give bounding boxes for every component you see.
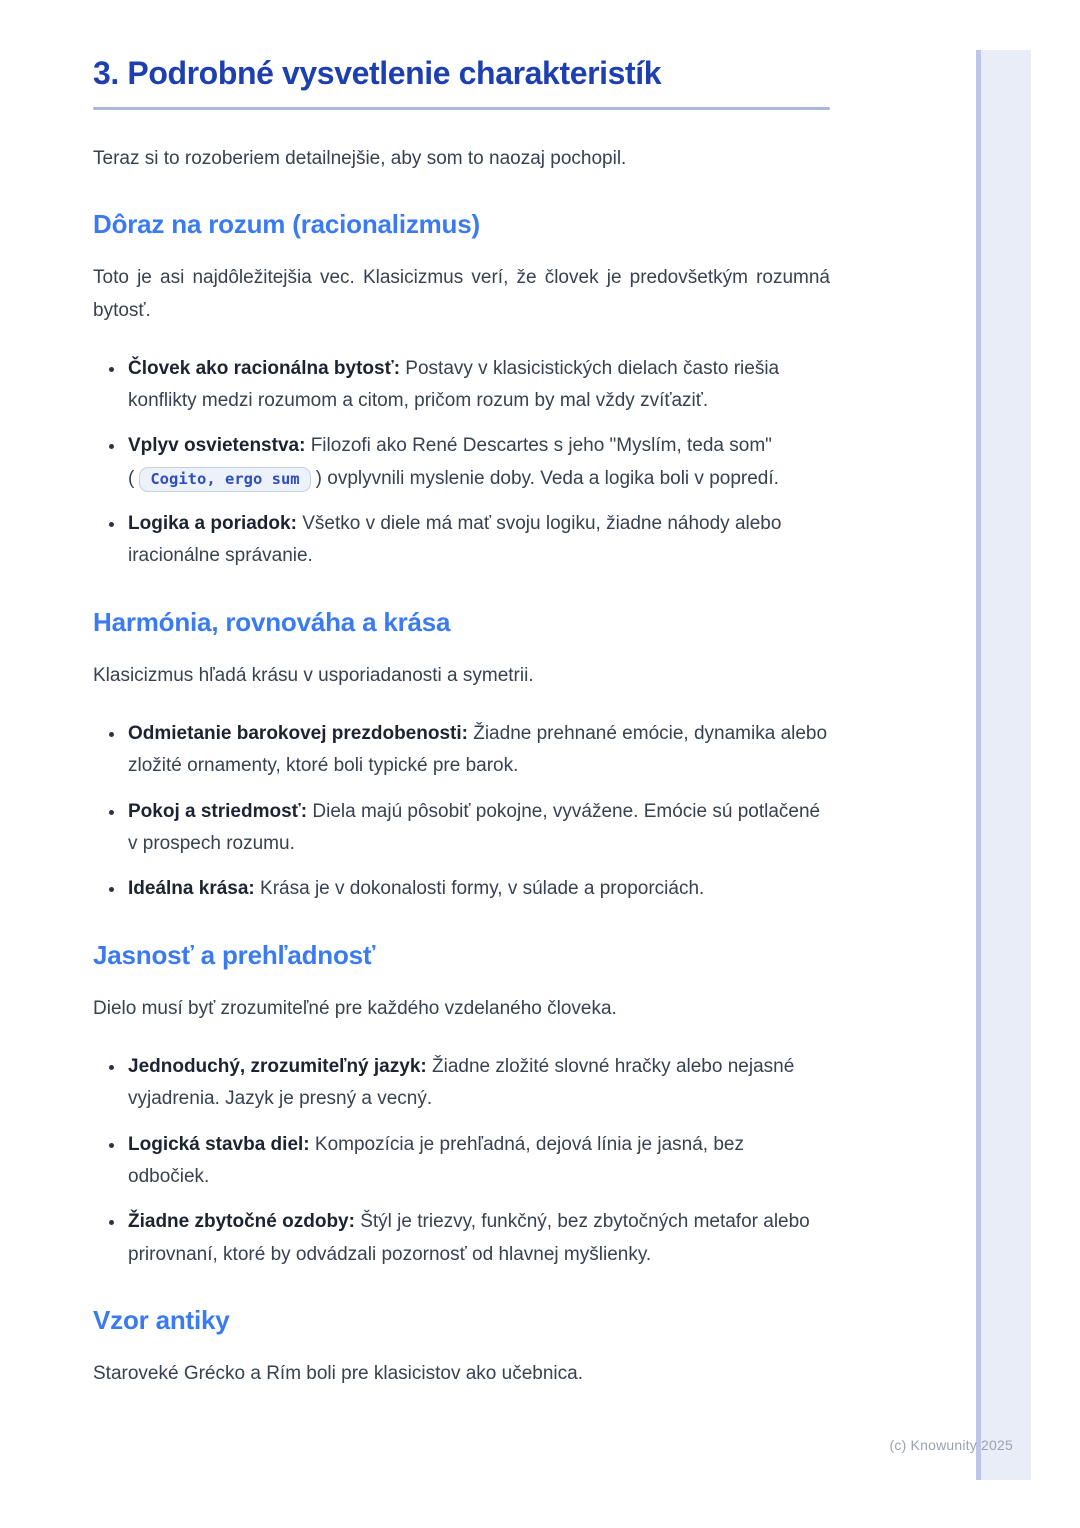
section-jasnost xyxy=(93,940,830,1271)
page-title: 3. Podrobné vysvetlenie charakteristík xyxy=(93,55,662,91)
bullet-text: Diela majú pôsobiť pokojne, vyvážene. Emócie sú potlačené v prospech rozumu. xyxy=(128,800,821,855)
bullet-item xyxy=(125,353,830,418)
bullet-item xyxy=(125,430,830,495)
bullet-term: Ideálna krása: xyxy=(128,878,255,900)
note-content xyxy=(93,0,830,1390)
bullet-term: Odmietanie barokovej prezdobenosti: xyxy=(128,723,468,745)
bullet-item xyxy=(125,508,830,573)
bullet-text: Filozofi ako René Descartes s jeho "Myslím, teda som" ( xyxy=(128,435,772,489)
bullet-text: ) ovplyvnili myslenie doby. Veda a logika boli v popredí. xyxy=(315,467,779,489)
bullet-term: Logická stavba diel: xyxy=(128,1133,310,1155)
section-heading-jasnost: Jasnosť a prehľadnosť xyxy=(93,939,376,970)
bullet-text: Kompozícia je prehľadná, dejová línia je jasná, bez odbočiek. xyxy=(128,1133,744,1187)
section-heading-racionalizmus: Dôraz na rozum (racionalizmus) xyxy=(93,209,480,240)
bullet-list xyxy=(93,353,830,573)
bullet-term: Logika a poriadok: xyxy=(128,513,297,535)
bullet-text: Štýl je triezvy, funkčný, bez zbytočných metafor alebo prirovnaní, ktoré by odvádzali pozornosť od hlavnej myšlienky. xyxy=(128,1211,810,1265)
bullet-text: Postavy v klasicistických dielach často riešia konflikty medzi rozumom a citom, pričom rozum by mal vždy zvíťaziť. xyxy=(128,357,780,412)
bullet-item xyxy=(125,1206,830,1271)
bullet-term: Žiadne zbytočné ozdoby: xyxy=(128,1211,355,1233)
bullet-list xyxy=(93,718,830,905)
bullet-text: Žiadne zložité slovné hračky alebo nejasné vyjadrenia. Jazyk je presný a vecný. xyxy=(128,1056,795,1110)
intro-paragraph: Teraz si to rozoberiem detailnejšie, aby som to naozaj pochopil. xyxy=(93,147,627,169)
bullet-item xyxy=(125,873,830,905)
bullet-item xyxy=(125,796,830,861)
bullet-text: Krása je v dokonalosti formy, v súlade a proporciách. xyxy=(254,878,705,900)
section-heading-vzor-antiky: Vzor antiky xyxy=(93,1304,230,1335)
title-underline xyxy=(93,107,830,110)
section-lead: Dielo musí byť zrozumiteľné pre každého vzdelaného človeka. xyxy=(93,997,617,1019)
bullet-list xyxy=(93,1051,830,1271)
bullet-text: Žiadne prehnané emócie, dynamika alebo zložité ornamenty, ktoré boli typické pre barok. xyxy=(128,723,828,777)
bullet-item xyxy=(125,1051,830,1116)
bullet-term: Vplyv osvietenstva: xyxy=(128,435,306,457)
bullet-term: Človek ako racionálna bytosť: xyxy=(128,357,401,379)
section-lead: Staroveké Grécko a Rím boli pre klasicistov ako učebnica. xyxy=(93,1363,583,1385)
bullet-item xyxy=(125,718,830,783)
section-vzor-antiky xyxy=(93,1305,830,1390)
bullet-term: Jednoduchý, zrozumiteľný jazyk: xyxy=(128,1056,427,1078)
section-harmonia xyxy=(93,607,830,906)
page-edge-strip xyxy=(976,50,1031,1480)
bullet-text: Všetko v diele má mať svoju logiku, žiadne náhody alebo iracionálne správanie. xyxy=(128,513,782,567)
section-lead: Toto je asi najdôležitejšia vec. Klasicizmus verí, že človek je predovšetkým rozumná bytosť. xyxy=(93,267,830,321)
bullet-item xyxy=(125,1129,830,1194)
copyright-note: (c) Knowunity 2025 xyxy=(889,1437,1013,1453)
section-heading-harmonia: Harmónia, rovnováha a krása xyxy=(93,606,451,637)
bullet-term: Pokoj a striedmosť: xyxy=(128,800,308,822)
inline-code-chip: Cogito, ergo sum xyxy=(139,467,310,492)
section-racionalizmus xyxy=(93,209,830,573)
section-lead: Klasicizmus hľadá krásu v usporiadanosti a symetrii. xyxy=(93,664,534,686)
